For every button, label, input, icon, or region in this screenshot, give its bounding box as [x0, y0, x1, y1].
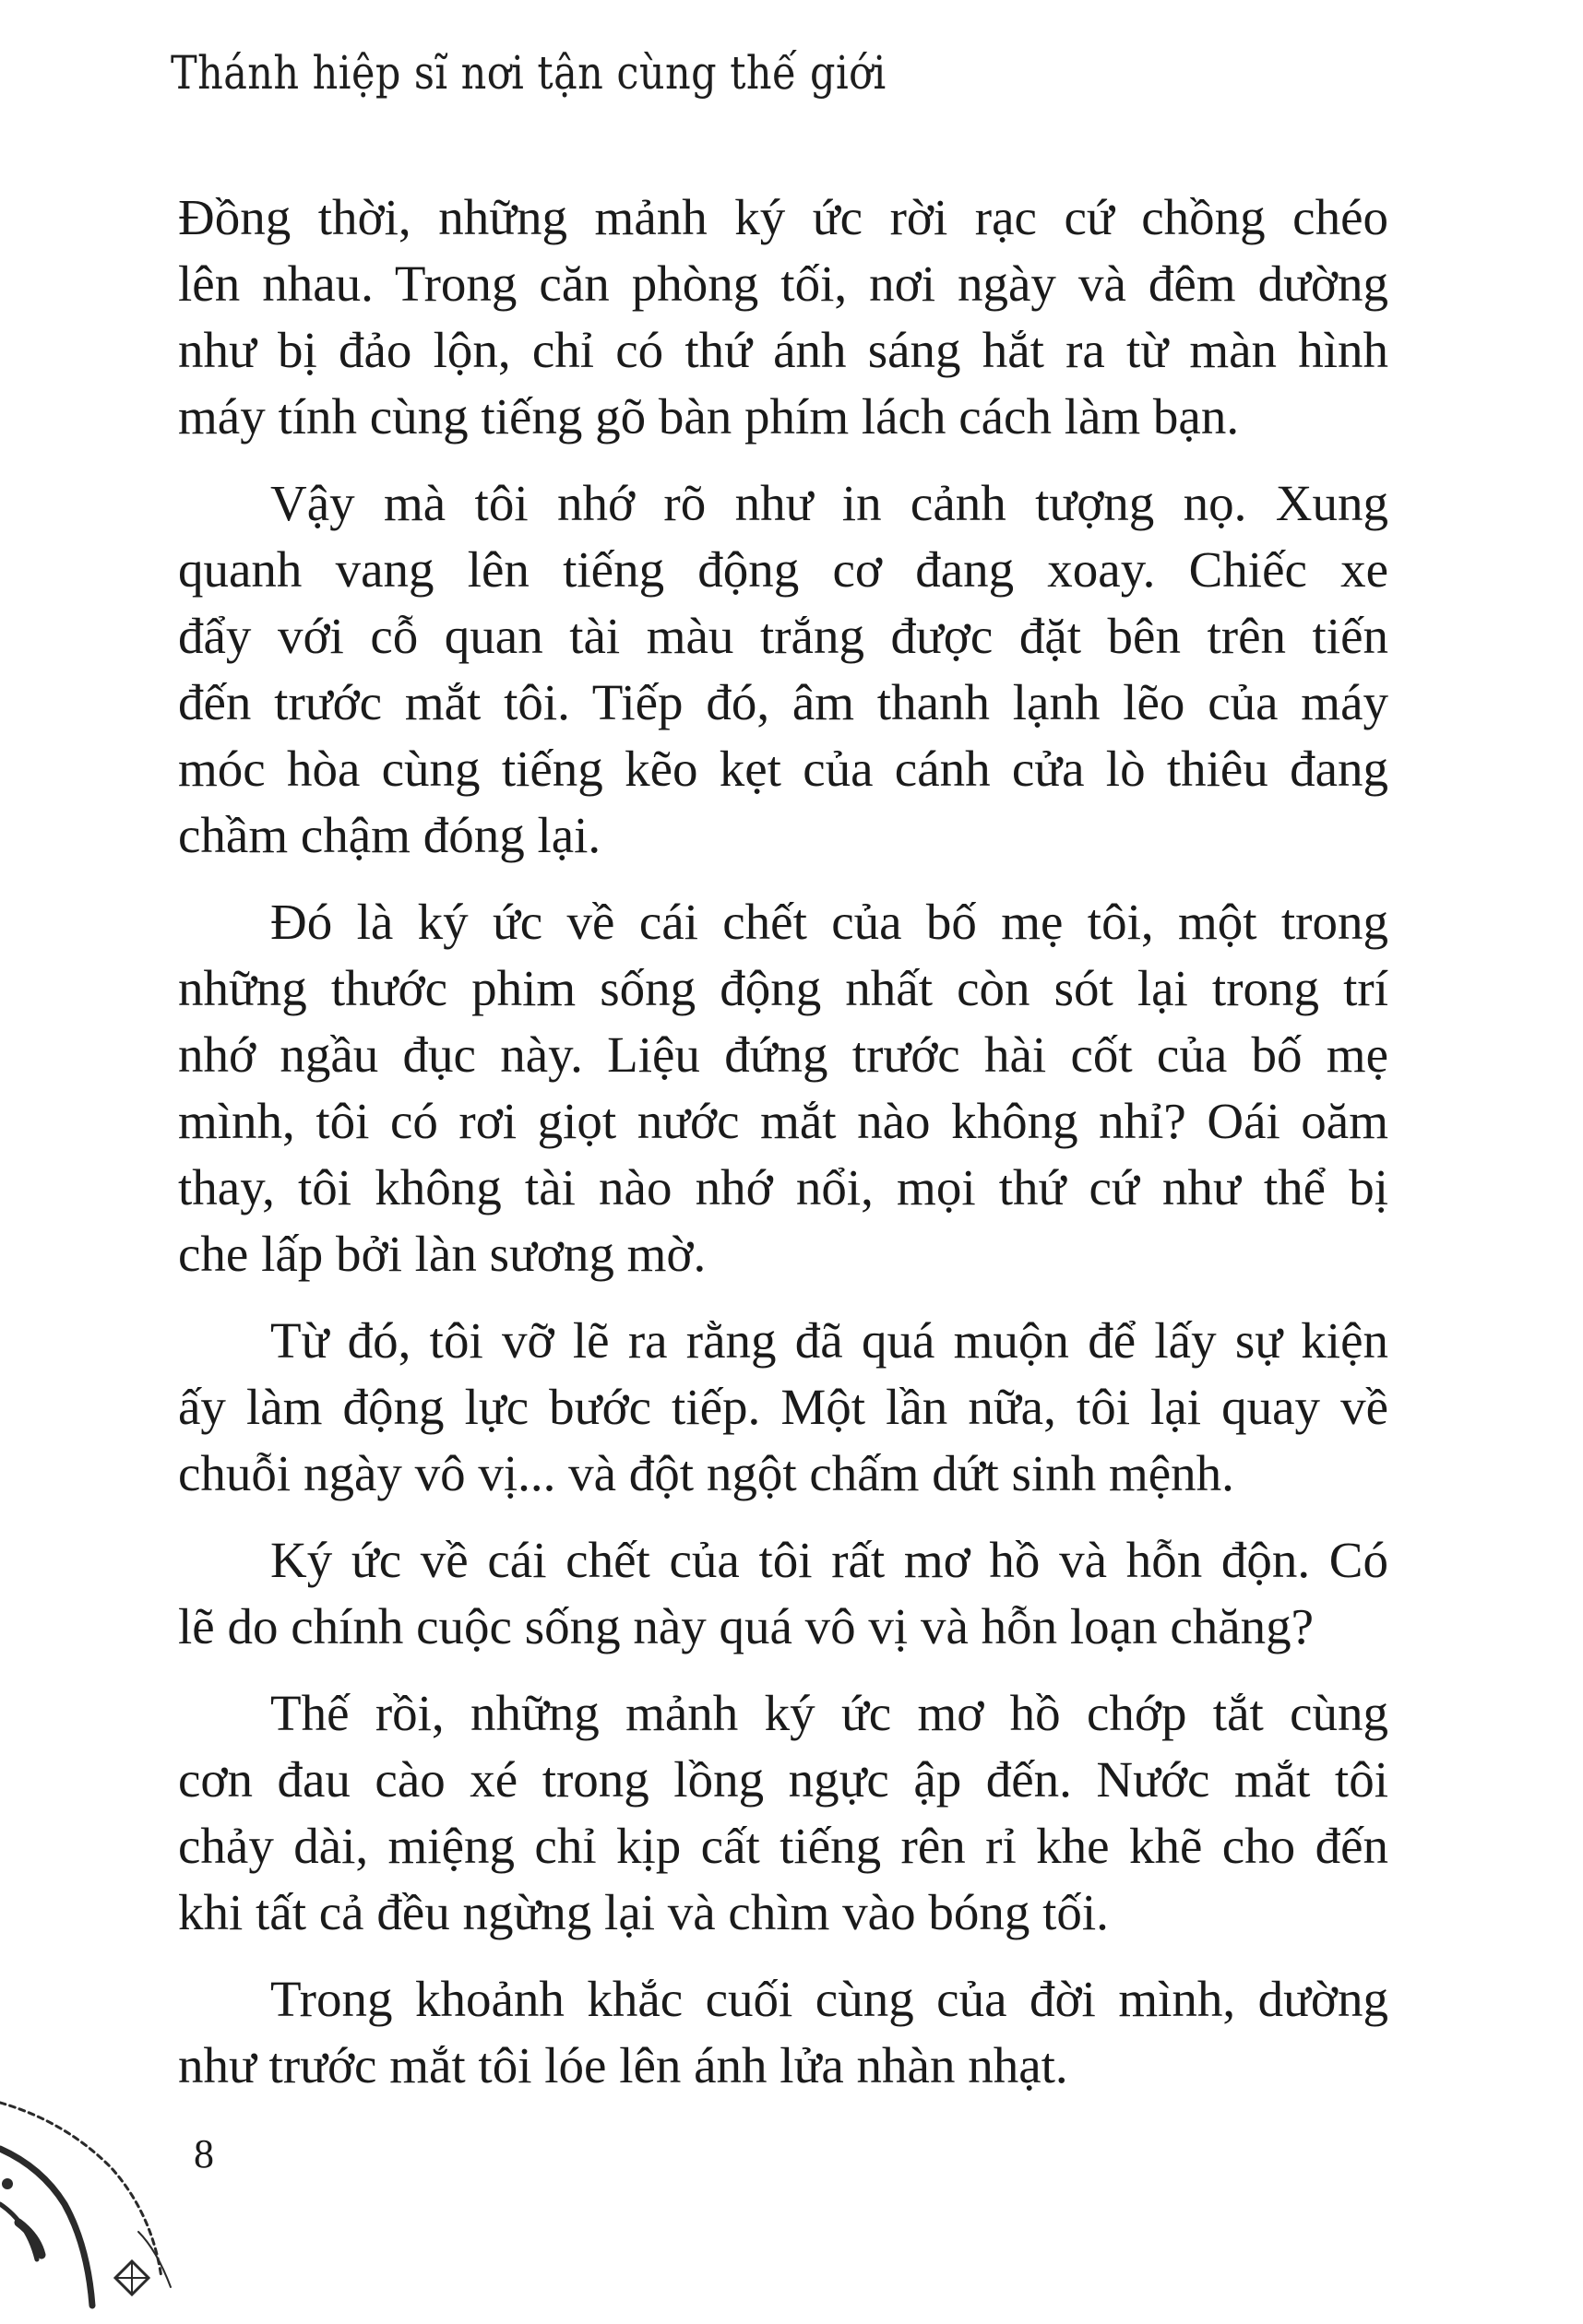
text-line: đến trước mắt tôi. Tiếp đó, âm thanh lạnh lẽo của máy	[178, 674, 1388, 730]
paragraph	[178, 1527, 1388, 1660]
paragraph	[178, 1966, 1388, 2099]
text-line: lẽ do chính cuộc sống này quá vô vị và hỗn loạn chăng?	[178, 1598, 1315, 1654]
text-line: khi tất cả đều ngừng lại và chìm vào bóng tối.	[178, 1884, 1109, 1940]
text-line: lên nhau. Trong căn phòng tối, nơi ngày và đêm dường	[178, 255, 1388, 312]
text-line: thay, tôi không tài nào nhớ nổi, mọi thứ cứ như thể bị	[178, 1159, 1388, 1215]
text-line: như bị đảo lộn, chỉ có thứ ánh sáng hắt ra từ màn hình	[178, 322, 1388, 378]
text-line: chầm chậm đóng lại.	[178, 807, 601, 863]
paragraph	[178, 889, 1388, 1287]
running-header-title: Thánh hiệp sĩ nơi tận cùng thế giới	[171, 46, 887, 100]
text-line: những thước phim sống động nhất còn sót lại trong trí	[178, 960, 1388, 1016]
decorative-swirl-icon	[0, 2066, 203, 2324]
text-line: Thế rồi, những mảnh ký ức mơ hồ chớp tắt cùng	[270, 1685, 1388, 1741]
text-line: máy tính cùng tiếng gõ bàn phím lách cách làm bạn.	[178, 388, 1240, 445]
text-line: cơn đau cào xé trong lồng ngực ập đến. Nước mắt tôi	[178, 1751, 1388, 1808]
text-line: che lấp bởi làn sương mờ.	[178, 1226, 707, 1282]
text-line: như trước mắt tôi lóe lên ánh lửa nhàn nhạt.	[178, 2037, 1068, 2093]
text-line: quanh vang lên tiếng động cơ đang xoay. Chiếc xe	[178, 541, 1388, 598]
text-line: đẩy với cỗ quan tài màu trắng được đặt bên trên tiến	[178, 608, 1388, 664]
paragraph	[178, 470, 1388, 869]
text-line: ấy làm động lực bước tiếp. Một lần nữa, tôi lại quay về	[178, 1379, 1388, 1435]
text-line: chuỗi ngày vô vị... và đột ngột chấm dứt sinh mệnh.	[178, 1445, 1234, 1501]
text-line: Vậy mà tôi nhớ rõ như in cảnh tượng nọ. Xung	[270, 475, 1388, 531]
text-line: Đồng thời, những mảnh ký ức rời rạc cứ chồng chéo	[178, 189, 1388, 245]
text-line: mình, tôi có rơi giọt nước mắt nào không nhỉ? Oái oăm	[178, 1093, 1388, 1149]
paragraph	[178, 184, 1388, 450]
text-line: nhớ ngầu đục này. Liệu đứng trước hài cốt của bố mẹ	[178, 1026, 1388, 1083]
paragraph	[178, 1680, 1388, 1946]
page-number: 8	[194, 2131, 214, 2176]
text-line: Từ đó, tôi vỡ lẽ ra rằng đã quá muộn để lấy sự kiện	[270, 1312, 1388, 1369]
text-line: Ký ức về cái chết của tôi rất mơ hồ và hỗn độn. Có	[270, 1532, 1388, 1588]
body-text	[178, 184, 1388, 2119]
text-line: Đó là ký ức về cái chết của bố mẹ tôi, một trong	[270, 894, 1388, 950]
text-line: Trong khoảnh khắc cuối cùng của đời mình, dường	[270, 1971, 1388, 2027]
text-line: chảy dài, miệng chỉ kịp cất tiếng rên rỉ khe khẽ cho đến	[178, 1818, 1388, 1874]
paragraph	[178, 1308, 1388, 1507]
text-line: móc hòa cùng tiếng kẽo kẹt của cánh cửa lò thiêu đang	[178, 741, 1388, 797]
